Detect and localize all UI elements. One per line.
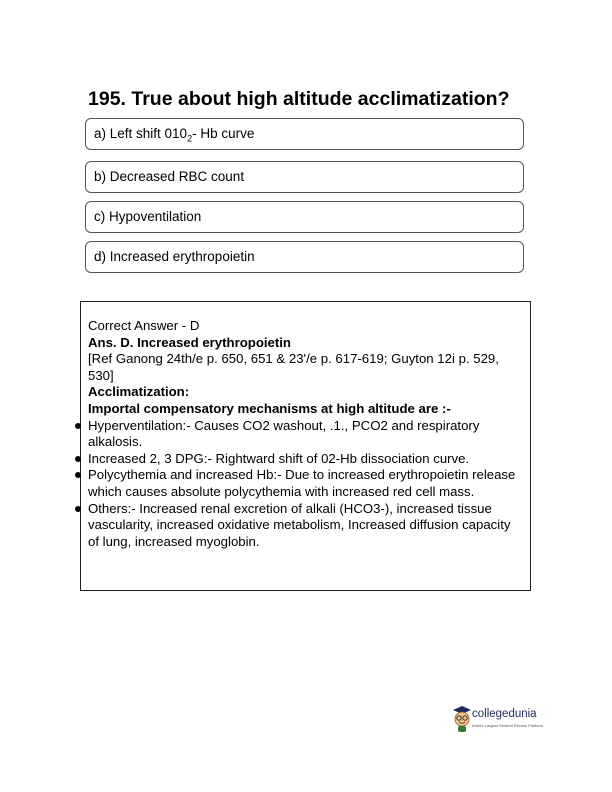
bullet-item [88,467,518,500]
option-c[interactable]: c) Hypoventilation [85,201,524,233]
option-d[interactable]: d) Increased erythropoietin [85,241,524,273]
mascot-icon [452,705,472,733]
option-a-suffix: - Hb curve [192,126,255,141]
option-a[interactable] [85,118,524,150]
bullet-text: Polycythemia and increased Hb:- Due to increased erythropoietin release which causes absolute polycythemia with increased red cell mass. [88,467,516,499]
bullet-text: Increased 2, 3 DPG:- Rightward shift of 02-Hb dissociation curve. [88,450,470,466]
answer-content [88,318,518,550]
option-b[interactable]: b) Decreased RBC count [85,161,524,193]
answer-heading: Ans. D. Increased erythropoietin [88,334,291,350]
bullet-text: Hyperventilation:- Causes CO2 washout, .1., PCO2 and respiratory alkalosis. [88,417,480,450]
option-a-prefix: a) Left shift 010 [94,126,188,141]
logo-text: collegedunia [472,708,537,720]
section-heading: Acclimatization: [88,384,190,400]
correct-answer: Correct Answer - D [88,318,200,333]
logo-tagline: India's Largest Student Review Platform [472,723,544,728]
collegedunia-logo [452,703,552,743]
subheading: Importal compensatory mechanisms at high altitude are :- [88,400,451,416]
bullet-icon [75,506,81,512]
bullet-icon [75,423,81,429]
option-a-subscript: 2 [187,133,193,144]
question-title: 195. True about high altitude acclimatization? [88,88,510,110]
reference-text: [Ref Ganong 24th/e p. 650, 651 & 23'/e p. 617-619; Guyton 12i p. 529, 530] [88,351,499,383]
bullet-text: Others:- Increased renal excretion of alkali (HCO3-), increased tissue vascularity, increased oxidative metabolism, Increased diffusion capacity of lung, increased myoglobin. [88,500,511,549]
bullet-icon [75,456,81,462]
bullet-item [88,451,518,468]
bullet-item [88,418,518,451]
bullet-item [88,501,518,551]
